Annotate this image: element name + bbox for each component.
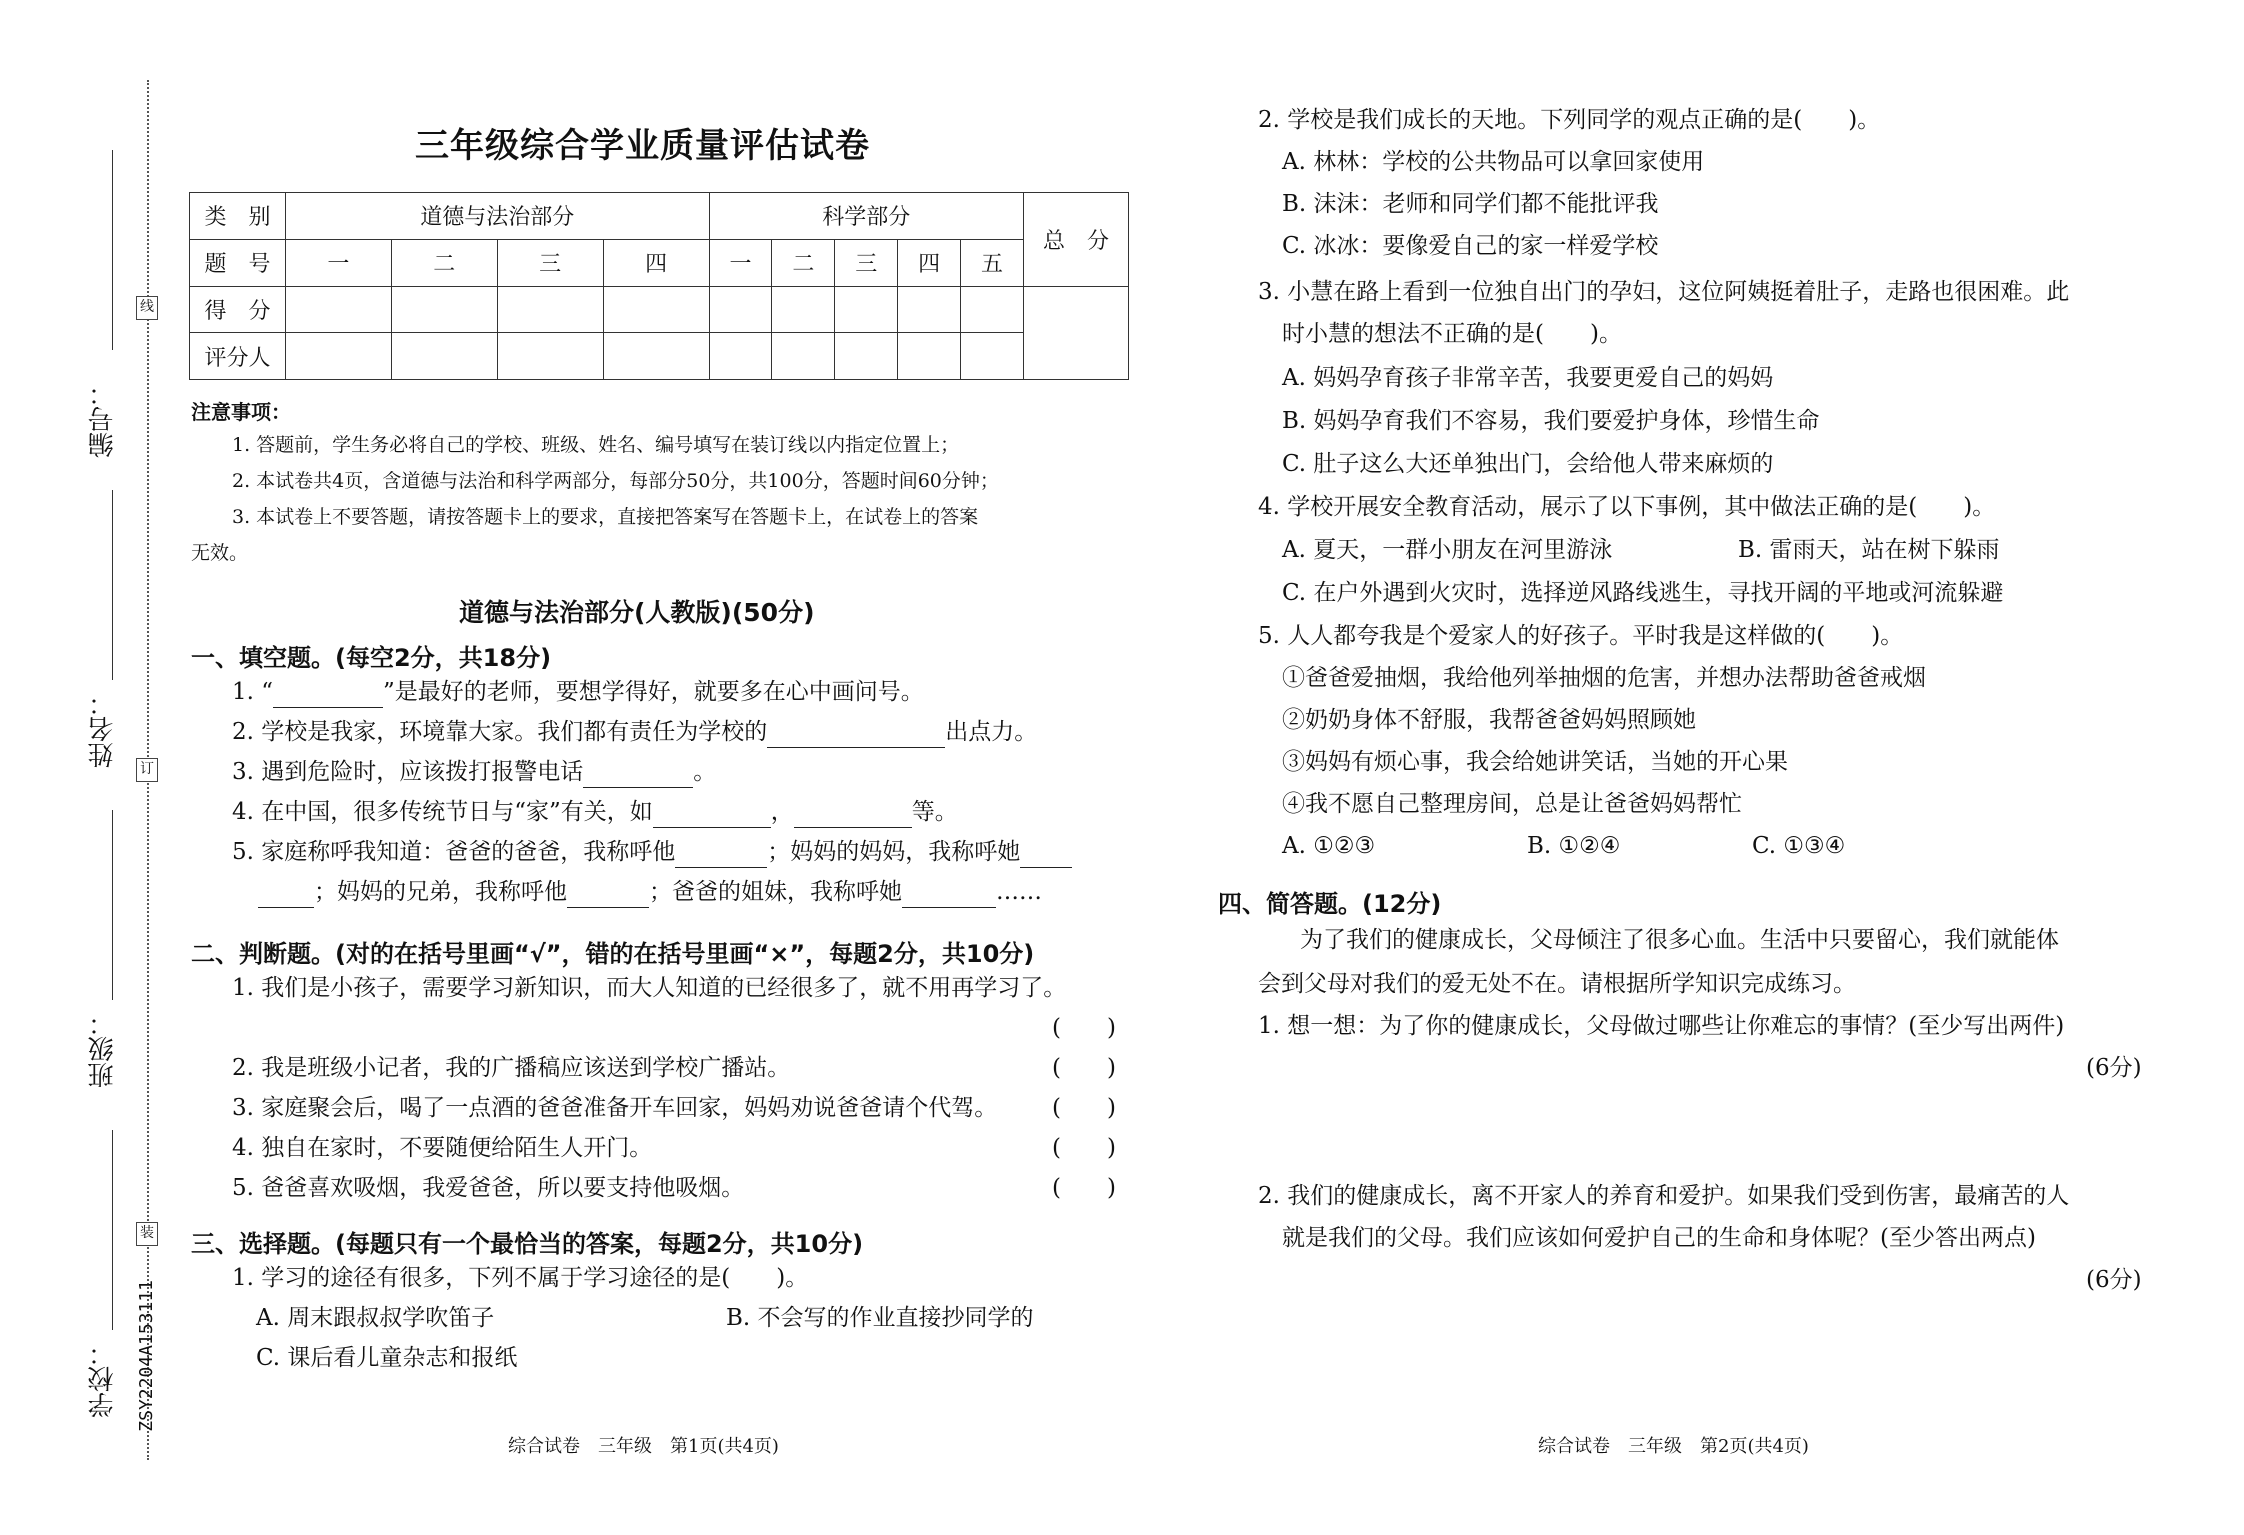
fill-q1: 1. “ ”是最好的老师，要想学得好，就要多在心中画问号。 xyxy=(232,676,924,708)
exam-code: ZSY2204A153111 xyxy=(136,1280,157,1432)
judge-answer-1[interactable]: ( ) xyxy=(1052,1015,1116,1041)
note-3-cont: 无效。 xyxy=(191,542,249,564)
choice-q2-a[interactable]: A. 林林：学校的公共物品可以拿回家使用 xyxy=(1282,149,1705,175)
score-table xyxy=(189,192,1129,380)
short-q1: 1. 想一想：为了你的健康成长，父母做过哪些让你难忘的事情？(至少写出两件) xyxy=(1258,1013,2065,1039)
score-cell[interactable] xyxy=(898,286,961,333)
choice-q5-stem: 5. 人人都夸我是个爱家人的好孩子。平时我是这样做的( )。 xyxy=(1258,623,1904,649)
judge-q3: 3. 家庭聚会后，喝了一点酒的爸爸准备开车回家，妈妈劝说爸爸请个代驾。 xyxy=(232,1095,998,1121)
short-q1-score: (6分) xyxy=(2086,1055,2142,1081)
total-score-cell[interactable] xyxy=(1024,286,1129,380)
binding-line-number[interactable] xyxy=(112,150,113,350)
blank[interactable] xyxy=(902,881,996,908)
choice-q1-stem: 1. 学习的途径有很多，下列不属于学习途径的是( )。 xyxy=(232,1265,809,1291)
fill-q2: 2. 学校是我家，环境靠大家。我们都有责任为学校的 出点力。 xyxy=(232,716,1037,748)
short-q2-score: (6分) xyxy=(2086,1267,2142,1293)
part4-intro: 为了我们的健康成长，父母倾注了很多心血。生活中只要留心，我们就能体 xyxy=(1300,927,2059,953)
score-cell[interactable] xyxy=(772,286,835,333)
part1-heading: 一、填空题。(每空2分，共18分) xyxy=(191,644,552,672)
science-section: 科学部分 xyxy=(709,193,1023,240)
choice-q4-a[interactable]: A. 夏天，一群小朋友在河里游泳 xyxy=(1282,537,1613,563)
grader-cell[interactable] xyxy=(898,333,961,380)
fill-q5-cont: ；妈妈的兄弟，我称呼他 ；爸爸的姐妹，我称呼她 …… xyxy=(258,876,1042,908)
binding-line-name[interactable] xyxy=(112,490,113,680)
section-title: 道德与法治部分(人教版)(50分) xyxy=(459,598,815,627)
part2-heading: 二、判断题。(对的在括号里画“√”，错的在括号里画“×”，每题2分，共10分) xyxy=(191,940,1035,968)
choice-q4-b[interactable]: B. 雷雨天，站在树下躲雨 xyxy=(1738,537,2000,563)
grader-cell[interactable] xyxy=(603,333,709,380)
grader-cell[interactable] xyxy=(497,333,603,380)
judge-answer-5[interactable]: ( ) xyxy=(1052,1175,1116,1201)
total-label: 总 分 xyxy=(1024,193,1129,287)
science-no-5: 五 xyxy=(961,239,1024,286)
note-2: 2. 本试卷共4页，含道德与法治和科学两部分，每部分50分，共100分，答题时间60分钟； xyxy=(232,470,999,492)
short-q2-cont: 就是我们的父母。我们应该如何爱护自己的生命和身体呢？(至少答出两点) xyxy=(1282,1225,2036,1251)
score-label: 得 分 xyxy=(190,286,286,333)
judge-q4: 4. 独自在家时，不要随便给陌生人开门。 xyxy=(232,1135,653,1161)
science-no-4: 四 xyxy=(898,239,961,286)
science-no-1: 一 xyxy=(709,239,772,286)
blank[interactable] xyxy=(583,761,693,788)
score-cell[interactable] xyxy=(961,286,1024,333)
choice-q5-item-4: ④我不愿自己整理房间，总是让爸爸妈妈帮忙 xyxy=(1282,791,1742,817)
grader-cell[interactable] xyxy=(961,333,1024,380)
score-cell[interactable] xyxy=(835,286,898,333)
blank[interactable] xyxy=(767,721,945,748)
science-no-3: 三 xyxy=(835,239,898,286)
choice-q4-stem: 4. 学校开展安全教育活动，展示了以下事例，其中做法正确的是( )。 xyxy=(1258,494,1996,520)
question-label: 题 号 xyxy=(190,239,286,286)
judge-q5: 5. 爸爸喜欢吸烟，我爱爸爸，所以要支持他吸烟。 xyxy=(232,1175,745,1201)
choice-q1-b[interactable]: B. 不会写的作业直接抄同学的 xyxy=(726,1305,1034,1331)
choice-q5-c[interactable]: C. ①③④ xyxy=(1752,833,1846,859)
note-3: 3. 本试卷上不要答题，请按答题卡上的要求，直接把答案写在答题卡上，在试卷上的答案 xyxy=(232,506,979,528)
label-class: 班级： xyxy=(88,1010,118,1088)
grader-cell[interactable] xyxy=(835,333,898,380)
blank[interactable] xyxy=(273,681,383,708)
grader-label: 评分人 xyxy=(190,333,286,380)
choice-q1-c[interactable]: C. 课后看儿童杂志和报纸 xyxy=(256,1345,518,1371)
label-number: 编号： xyxy=(88,380,118,458)
grader-cell[interactable] xyxy=(391,333,497,380)
score-cell[interactable] xyxy=(709,286,772,333)
grader-cell[interactable] xyxy=(709,333,772,380)
binding-line-class[interactable] xyxy=(112,810,113,1000)
footer-left: 综合试卷 三年级 第1页(共4页) xyxy=(508,1436,779,1457)
short-q2: 2. 我们的健康成长，离不开家人的养育和爱护。如果我们受到伤害，最痛苦的人 xyxy=(1258,1183,2070,1209)
exam-title: 三年级综合学业质量评估试卷 xyxy=(415,126,870,166)
footer-right: 综合试卷 三年级 第2页(共4页) xyxy=(1538,1436,1809,1457)
choice-q3-stem-cont: 时小慧的想法不正确的是( )。 xyxy=(1282,321,1622,347)
category-label: 类 别 xyxy=(190,193,286,240)
moral-section: 道德与法治部分 xyxy=(286,193,710,240)
choice-q5-b[interactable]: B. ①②④ xyxy=(1527,833,1621,859)
choice-q5-item-3: ③妈妈有烦心事，我会给她讲笑话，当她的开心果 xyxy=(1282,749,1788,775)
judge-q1: 1. 我们是小孩子，需要学习新知识，而大人知道的已经很多了，就不用再学习了。 xyxy=(232,975,1067,1001)
score-cell[interactable] xyxy=(286,286,392,333)
choice-q4-c[interactable]: C. 在户外遇到火灾时，选择逆风路线逃生，寻找开阔的平地或河流躲避 xyxy=(1282,580,2004,606)
binding-mark-pack: 装 xyxy=(136,1222,158,1246)
fill-q4: 4. 在中国，很多传统节日与“家”有关，如 ， 等。 xyxy=(232,796,958,828)
moral-no-4: 四 xyxy=(603,239,709,286)
part3-heading: 三、选择题。(每题只有一个最恰当的答案，每题2分，共10分) xyxy=(191,1230,864,1258)
choice-q2-b[interactable]: B. 沫沫：老师和同学们都不能批评我 xyxy=(1282,191,1659,217)
choice-q3-b[interactable]: B. 妈妈孕育我们不容易，我们要爱护身体，珍惜生命 xyxy=(1282,408,1820,434)
choice-q1-a[interactable]: A. 周末跟叔叔学吹笛子 xyxy=(256,1305,495,1331)
label-name: 姓名： xyxy=(88,690,118,768)
score-cell[interactable] xyxy=(391,286,497,333)
blank[interactable] xyxy=(567,881,649,908)
choice-q5-a[interactable]: A. ①②③ xyxy=(1282,833,1376,859)
choice-q5-item-1: ①爸爸爱抽烟，我给他列举抽烟的危害，并想办法帮助爸爸戒烟 xyxy=(1282,665,1926,691)
binding-line-school[interactable] xyxy=(112,1130,113,1330)
binding-mark-line: 线 xyxy=(136,296,158,320)
fill-q5: 5. 家庭称呼我知道：爸爸的爸爸，我称呼他 ；妈妈的妈妈，我称呼她 xyxy=(232,836,1072,868)
science-no-2: 二 xyxy=(772,239,835,286)
moral-no-1: 一 xyxy=(286,239,392,286)
choice-q3-stem: 3. 小慧在路上看到一位独自出门的孕妇，这位阿姨挺着肚子，走路也很困难。此 xyxy=(1258,279,2070,305)
part4-heading: 四、简答题。(12分) xyxy=(1218,890,1442,918)
part4-intro-cont: 会到父母对我们的爱无处不在。请根据所学知识完成练习。 xyxy=(1258,971,1856,997)
grader-cell[interactable] xyxy=(286,333,392,380)
grader-cell[interactable] xyxy=(772,333,835,380)
judge-answer-4[interactable]: ( ) xyxy=(1052,1135,1116,1161)
choice-q2-stem: 2. 学校是我们成长的天地。下列同学的观点正确的是( )。 xyxy=(1258,107,1881,133)
blank[interactable] xyxy=(794,801,912,828)
score-cell[interactable] xyxy=(603,286,709,333)
blank[interactable] xyxy=(258,881,314,908)
choice-q2-c[interactable]: C. 冰冰：要像爱自己的家一样爱学校 xyxy=(1282,233,1659,259)
notes-title: 注意事项： xyxy=(191,400,291,424)
moral-no-3: 三 xyxy=(497,239,603,286)
blank[interactable] xyxy=(653,801,771,828)
choice-q5-item-2: ②奶奶身体不舒服，我帮爸爸妈妈照顾她 xyxy=(1282,707,1696,733)
judge-q2: 2. 我是班级小记者，我的广播稿应该送到学校广播站。 xyxy=(232,1055,791,1081)
choice-q3-c[interactable]: C. 肚子这么大还单独出门，会给他人带来麻烦的 xyxy=(1282,451,1774,477)
score-cell[interactable] xyxy=(497,286,603,333)
blank[interactable] xyxy=(1020,841,1072,868)
label-school: 学校： xyxy=(88,1340,118,1418)
blank[interactable] xyxy=(675,841,767,868)
fill-q3: 3. 遇到危险时，应该拨打报警电话 。 xyxy=(232,756,716,788)
moral-no-2: 二 xyxy=(391,239,497,286)
choice-q3-a[interactable]: A. 妈妈孕育孩子非常辛苦，我要更爱自己的妈妈 xyxy=(1282,365,1774,391)
judge-answer-2[interactable]: ( ) xyxy=(1052,1055,1116,1081)
note-1: 1. 答题前，学生务必将自己的学校、班级、姓名、编号填写在装订线以内指定位置上； xyxy=(232,434,960,456)
judge-answer-3[interactable]: ( ) xyxy=(1052,1095,1116,1121)
binding-mark-bind: 订 xyxy=(136,758,158,782)
